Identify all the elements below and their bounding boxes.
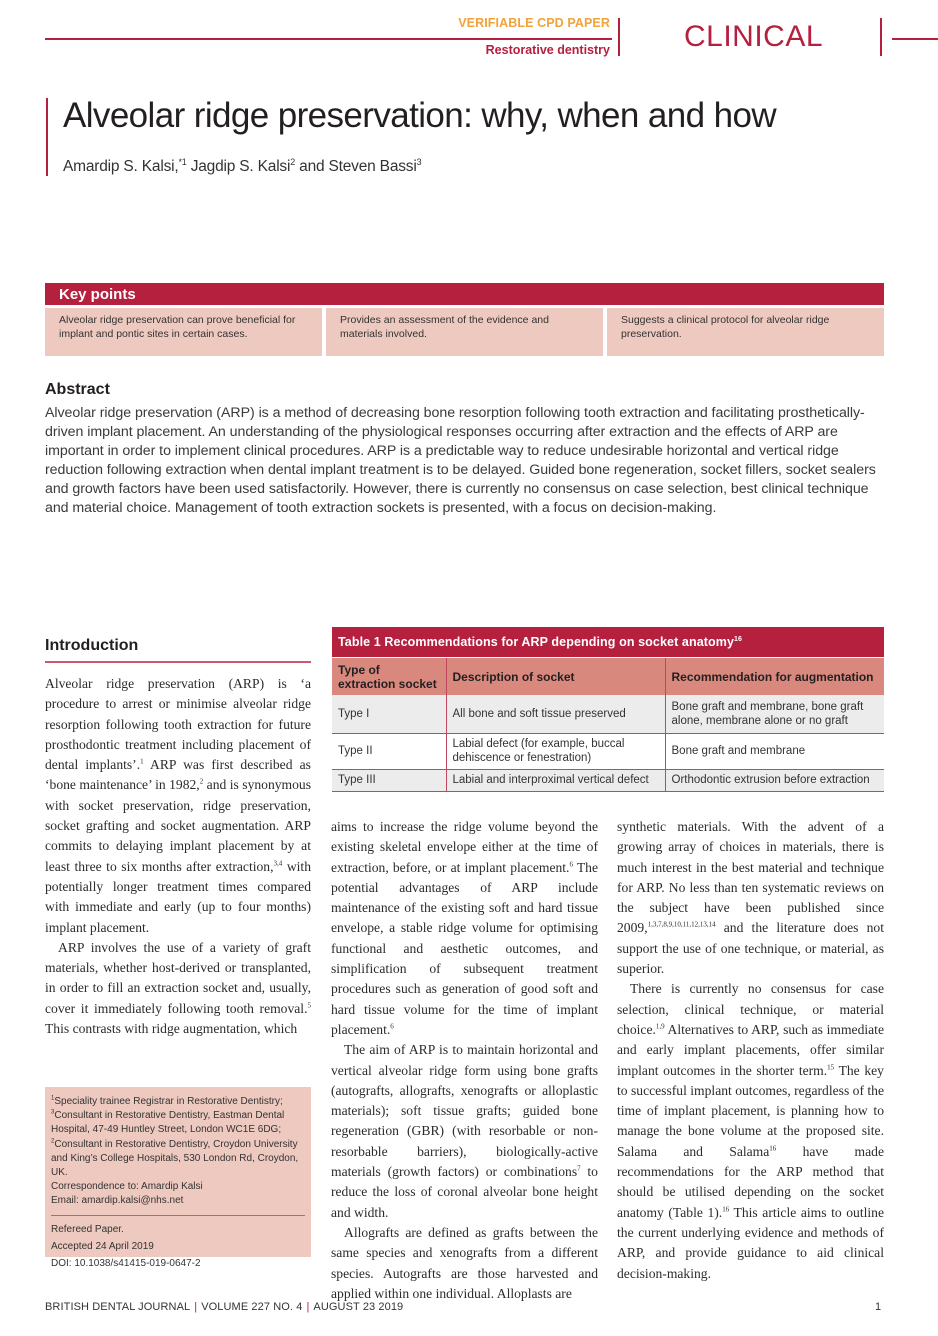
column-header: Type of extraction socket (332, 658, 446, 695)
column-header: Description of socket (446, 658, 665, 695)
table-row (332, 695, 884, 733)
author-affiliation-mark: *1 (178, 156, 187, 167)
author-affiliation-mark: 3 (416, 156, 422, 167)
footer-separator: | (306, 1301, 310, 1313)
citation: 16 (734, 635, 743, 643)
text-run: The aim of ARP is to maintain horizontal and vertical alveolar ridge form using bone grafts (autografts, allografts, xenografts or alloplastic materials); soft tissue grafts; guided bone regeneration (GBR) (with resorbable or non-resorbable barriers), biologically-active materials (growth factors) or combinations (331, 1042, 598, 1180)
affiliation-mark: 1 (51, 1095, 55, 1102)
text-run: Alternatives to ARP, such as immediate and early implant placements, offer similar implant outcomes in the shorter term. (617, 1021, 884, 1078)
citation: 3,4 (273, 859, 283, 868)
issue-date: AUGUST 23 2019 (313, 1301, 404, 1313)
body-column-2 (331, 817, 598, 1304)
abstract-heading: Abstract (45, 381, 110, 398)
paragraph (331, 817, 598, 1040)
table-caption-text: Table 1 Recommendations for ARP depending on socket anatomy (338, 635, 735, 649)
text-run: synthetic materials. With the advent of a growing array of choices in materials, there is much interest in the best material and technique for ARP. No less than ten systematic reviews on the subject have been published since 2009, (617, 819, 884, 936)
affiliation-mark: 2 (51, 1138, 55, 1145)
page-number: 1 (875, 1301, 882, 1313)
key-points-box (45, 283, 884, 356)
citation: 16 (722, 1205, 730, 1214)
volume-issue: VOLUME 227 NO. 4 (201, 1301, 303, 1313)
author-name: Amardip S. Kalsi, (63, 158, 179, 175)
table-cell: Bone graft and membrane (665, 733, 884, 769)
title-accent-bar (46, 98, 48, 176)
paragraph (45, 674, 311, 938)
header-rule-right (892, 38, 938, 40)
text-run: Allografts are defined as grafts between the same species and xenografts from a different species. Autografts are those harvested and applied within one individual. Alloplasts are (331, 1224, 598, 1301)
affiliations-box (45, 1087, 311, 1269)
text-run: aims to increase the ridge volume beyond the existing skeletal envelope either at the time of extraction, before, or at implant placement. (331, 819, 598, 875)
text-run: and the literature does not support the use of one technique, or material, as superior. (617, 920, 884, 977)
text-run: ARP involves the use of a variety of graft materials, whether host-derived or transplanted, in order to fill an extraction socket and, usually, cover it immediately following tooth removal. (45, 939, 311, 1016)
citation: 6 (569, 860, 573, 869)
citation: 2 (199, 777, 204, 786)
paragraph (617, 817, 884, 979)
table-row (332, 733, 884, 769)
text-run: There is currently no consensus for case selection, clinical technique, or material choice. (617, 981, 884, 1037)
affiliation-line (51, 1109, 305, 1137)
correspondence: Correspondence to: Amardip Kalsi (51, 1181, 203, 1193)
text-run: with potentially longer treatment times compared with immediate and early (up to four months) implant placement. (45, 858, 311, 935)
key-point-item: Suggests a clinical protocol for alveolar ridge preservation. (607, 308, 884, 356)
table-cell: All bone and soft tissue preserved (446, 695, 665, 733)
affiliations-divider (51, 1215, 305, 1216)
affiliation-line (51, 1138, 305, 1181)
table-cell: Type I (332, 695, 446, 733)
refereed-label: Refereed Paper. (51, 1223, 124, 1235)
table-1 (332, 627, 884, 792)
citation: 1 (140, 757, 144, 766)
abstract-text: Alveolar ridge preservation (ARP) is a method of decreasing bone resorption following tooth extraction and facilitating prosthetically-driven implant placement. An understanding of the physiological responses occurring after extraction and the effects of ARP are important in order to implement clinical procedures. ARP is a predictable way to reduce undesirable horizontal and vertical ridge reduction following extraction when dental implant treatment is to be delayed. Guided bone regeneration, socket fillers, socket sealers and growth factors have been used satisfactorily. However, there is currently no consensus on case selection, best clinical technique and material choice. Management of tooth extraction sockets is presented, with a focus on decision-making. (45, 405, 876, 516)
column-header: Recommendation for augmentation (665, 658, 884, 695)
citation: 1,9 (655, 1022, 665, 1031)
article-title: Alveolar ridge preservation: why, when and how (63, 96, 776, 135)
text-run: ARP was first described as ‘bone maintenance’ in 1982, (45, 757, 311, 793)
citation: 1,3,7,8,9,10,11,12,13,14 (647, 920, 716, 929)
header-divider (618, 18, 620, 56)
text-run: The key to successful implant outcomes, regardless of the time of implant placement, is planning how to manage the bone volume at the proposed site. Salama and Salama (617, 1062, 884, 1159)
text-run: have made recommendations for the ARP method that should be utilised depending on the socket anatomy (Table 1). (617, 1143, 884, 1220)
paragraph (617, 979, 884, 1283)
text-run: to reduce the loss of coronal alveolar bone height and width. (331, 1164, 598, 1220)
table-cell: Bone graft and membrane, bone graft alone, membrane alone or no graft (665, 695, 884, 733)
affiliation-text: Speciality trainee Registrar in Restorative Dentistry; (54, 1096, 283, 1107)
publication-meta (51, 1221, 305, 1272)
table-header-row (332, 658, 884, 695)
header-rule-left (45, 38, 612, 40)
text-run: and is synonymous with socket preservation, ridge preservation, socket grafting and socket augmentation. ARP commits to delaying implant placement by at least three to six months after extraction, (45, 777, 312, 874)
journal-name: BRITISH DENTAL JOURNAL (45, 1301, 191, 1313)
table-cell: Labial defect (for example, buccal dehiscence or fenestration) (446, 733, 665, 769)
page-footer (45, 1301, 403, 1313)
citation: 16 (769, 1144, 777, 1153)
key-point-item: Alveolar ridge preservation can prove beneficial for implant and pontic sites in certain cases. (45, 308, 322, 356)
introduction-rule (45, 661, 311, 663)
table-cell: Type II (332, 733, 446, 769)
key-point-item: Provides an assessment of the evidence and materials involved. (326, 308, 603, 356)
paragraph (331, 1223, 598, 1304)
text-run: This article aims to outline the current underlying evidence and methods of ARP, and provide guidance to aid clinical decision-making. (617, 1204, 884, 1281)
introduction-heading: Introduction (45, 637, 139, 654)
affiliation-text: Consultant in Restorative Dentistry, Eastman Dental Hospital, 47-49 Huntley Street, London WC1E 6DG; (51, 1110, 285, 1136)
citation: 15 (827, 1063, 835, 1072)
paragraph (331, 1040, 598, 1223)
accepted-date: Accepted 24 April 2019 (51, 1240, 154, 1252)
header-divider (880, 18, 882, 56)
text-run: Alveolar ridge preservation (ARP) is ‘a procedure to arrest or minimise alveolar ridge resorption following tooth extraction for future prosthodontic treatment including placement of dental implants’. (45, 676, 311, 773)
table-cell: Labial and interproximal vertical defect (446, 769, 665, 791)
author-affiliation-mark: 2 (290, 156, 296, 167)
cpd-label: VERIFIABLE CPD PAPER (458, 16, 610, 30)
citation: 7 (577, 1164, 581, 1173)
footer-separator: | (194, 1301, 198, 1313)
doi[interactable]: DOI: 10.1038/s41415-019-0647-2 (51, 1257, 201, 1269)
table-cell: Orthodontic extrusion before extraction (665, 769, 884, 791)
table-row (332, 769, 884, 791)
key-points-row (45, 308, 884, 356)
affiliation-line (51, 1095, 305, 1109)
author-name: Jagdip S. Kalsi (186, 158, 291, 175)
text-run: This contrasts with ridge augmentation, which (45, 1021, 298, 1037)
affiliation-mark: 3 (51, 1109, 55, 1116)
citation: 5 (307, 1001, 311, 1010)
table-caption (332, 627, 884, 657)
subject-label: Restorative dentistry (485, 43, 610, 57)
citation: 6 (390, 1022, 394, 1031)
author-list (63, 158, 421, 176)
table-cell: Type III (332, 769, 446, 791)
author-name: and Steven Bassi (295, 158, 417, 175)
paragraph (45, 938, 311, 1039)
table-grid (332, 658, 884, 792)
text-run: The potential advantages of ARP include maintenance of the existing soft and hard tissue envelope, a stable ridge volume for optimising functional and aesthetic outcomes, and simplification of subsequent treatment procedures such as generation of good soft and hard tissue volume for the time of implant placement. (331, 859, 598, 1037)
key-points-heading: Key points (45, 283, 884, 305)
email[interactable]: Email: amardip.kalsi@nhs.net (51, 1195, 184, 1207)
body-column-3 (617, 817, 884, 1284)
section-label: CLINICAL (684, 20, 824, 53)
affiliation-text: Consultant in Restorative Dentistry, Croydon University and King’s College Hospitals, 530 London Rd, Croydon, UK. (51, 1138, 299, 1179)
body-column-1 (45, 674, 311, 1039)
